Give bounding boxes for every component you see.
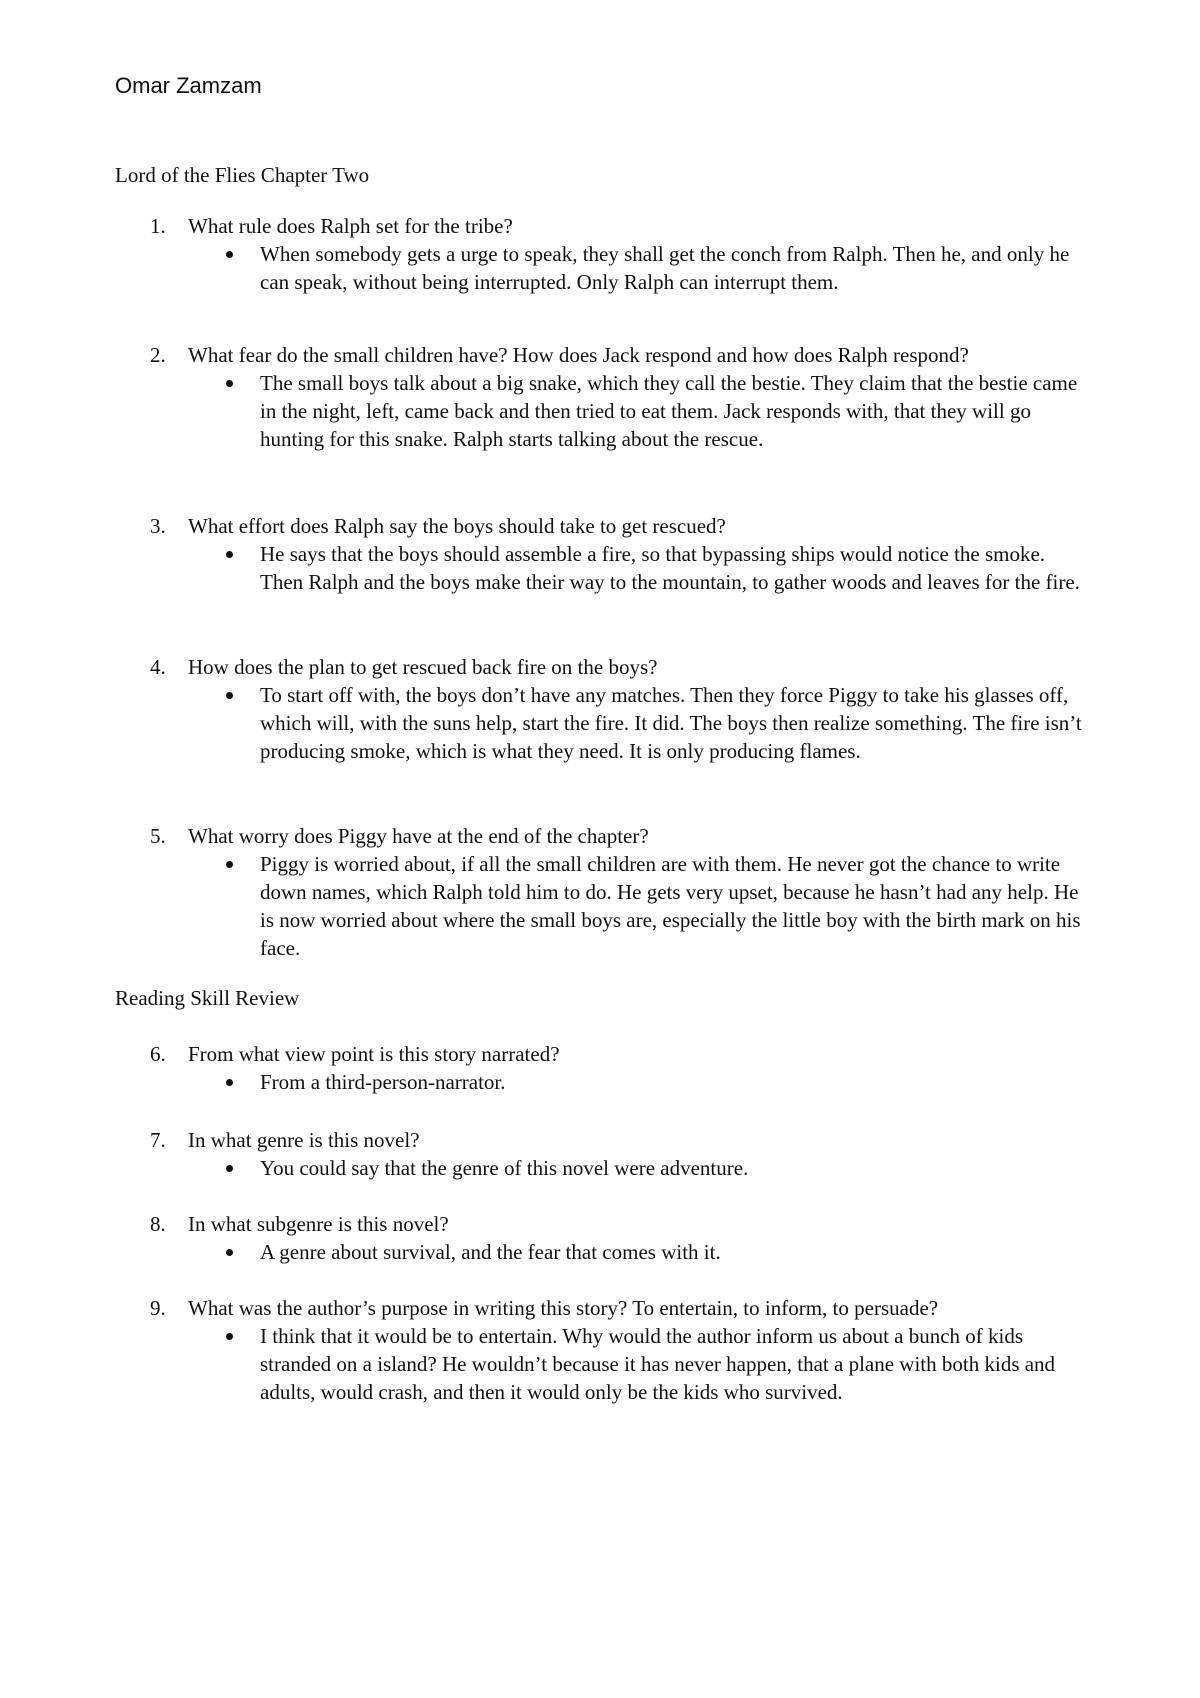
question-row (150, 512, 1100, 540)
answer-item (150, 1068, 1100, 1096)
answer-item (150, 369, 1100, 453)
bullet-icon (226, 551, 233, 558)
question-text: In what genre is this novel? (188, 1128, 420, 1152)
question-text: From what view point is this story narrated? (188, 1042, 560, 1066)
bullet-icon (226, 251, 233, 258)
question-row (150, 1294, 1100, 1322)
bullet-icon (226, 861, 233, 868)
question-number: 8. (150, 1212, 166, 1236)
answer-text: I think that it would be to entertain. Why would the author inform us about a bunch of kids stranded on a island? He wouldn’t because it has never happen, that a plane with both kids and adults, would crash, and then it would only be the kids who survived. (260, 1324, 1056, 1404)
question-number: 3. (150, 514, 166, 538)
bullet-icon (226, 1165, 233, 1172)
question-number: 1. (150, 214, 166, 238)
answer-list (150, 1322, 1100, 1406)
question-row (150, 822, 1100, 850)
bullet-icon (226, 1333, 233, 1340)
section-heading-chapter-two: Lord of the Flies Chapter Two (115, 163, 370, 187)
answer-item (150, 1322, 1100, 1406)
question-text: What effort does Ralph say the boys should take to get rescued? (188, 514, 726, 538)
answer-list (150, 681, 1100, 765)
answer-item (150, 540, 1100, 596)
answer-text: The small boys talk about a big snake, which they call the bestie. They claim that the bestie came in the night, left, came back and then tried to eat them. Jack responds with, that they will go hunting for this snake. Ralph starts talking about the rescue. (260, 371, 1078, 451)
bullet-icon (226, 1079, 233, 1086)
answer-text: He says that the boys should assemble a fire, so that bypassing ships would notice the smoke. Then Ralph and the boys make their way to the mountain, to gather woods and leaves for the fire. (260, 542, 1080, 594)
answer-list (150, 1154, 1100, 1182)
question-text: How does the plan to get rescued back fire on the boys? (188, 655, 658, 679)
question-8 (150, 1210, 1100, 1266)
answer-list (150, 240, 1100, 296)
answer-text: When somebody gets a urge to speak, they shall get the conch from Ralph. Then he, and only he can speak, without being interrupted. Only Ralph can interrupt them. (260, 242, 1070, 294)
question-number: 2. (150, 343, 166, 367)
answer-list (150, 1068, 1100, 1096)
question-number: 7. (150, 1128, 166, 1152)
question-text: What was the author’s purpose in writing this story? To entertain, to inform, to persuade? (188, 1296, 939, 1320)
question-row (150, 212, 1100, 240)
section-heading-reading-skill-review: Reading Skill Review (115, 986, 300, 1010)
question-6 (150, 1040, 1100, 1096)
question-5 (150, 822, 1100, 962)
answer-list (150, 369, 1100, 453)
answer-text: You could say that the genre of this novel were adventure. (260, 1156, 749, 1180)
question-row (150, 1210, 1100, 1238)
bullet-icon (226, 1249, 233, 1256)
question-9 (150, 1294, 1100, 1406)
question-number: 9. (150, 1296, 166, 1320)
question-number: 4. (150, 655, 166, 679)
answer-text: From a third-person-narrator. (260, 1070, 506, 1094)
answer-text: Piggy is worried about, if all the small children are with them. He never got the chance to write down names, which Ralph told him to do. He gets very upset, because he hasn’t had any help. He is now worried about where the small boys are, especially the little boy with the birth mark on his face. (260, 852, 1081, 960)
answer-item (150, 850, 1100, 962)
question-7 (150, 1126, 1100, 1182)
answer-item (150, 681, 1100, 765)
bullet-icon (226, 692, 233, 699)
answer-text: To start off with, the boys don’t have any matches. Then they force Piggy to take his glasses off, which will, with the suns help, start the fire. It did. The boys then realize something. The fire isn’t producing smoke, which is what they need. It is only producing flames. (260, 683, 1082, 763)
question-3 (150, 512, 1100, 596)
question-row (150, 1126, 1100, 1154)
answer-item (150, 1238, 1100, 1266)
answer-item (150, 1154, 1100, 1182)
question-text: What rule does Ralph set for the tribe? (188, 214, 513, 238)
answer-list (150, 540, 1100, 596)
question-text: What fear do the small children have? How does Jack respond and how does Ralph respond? (188, 343, 969, 367)
question-4 (150, 653, 1100, 765)
question-row (150, 653, 1100, 681)
question-2 (150, 341, 1100, 453)
answer-text: A genre about survival, and the fear that comes with it. (260, 1240, 721, 1264)
author-name: Omar Zamzam (115, 73, 262, 98)
question-row (150, 1040, 1100, 1068)
answer-item (150, 240, 1100, 296)
bullet-icon (226, 380, 233, 387)
question-number: 5. (150, 824, 166, 848)
question-row (150, 341, 1100, 369)
question-1 (150, 212, 1100, 296)
question-text: In what subgenre is this novel? (188, 1212, 449, 1236)
answer-list (150, 850, 1100, 962)
answer-list (150, 1238, 1100, 1266)
question-number: 6. (150, 1042, 166, 1066)
question-text: What worry does Piggy have at the end of the chapter? (188, 824, 649, 848)
